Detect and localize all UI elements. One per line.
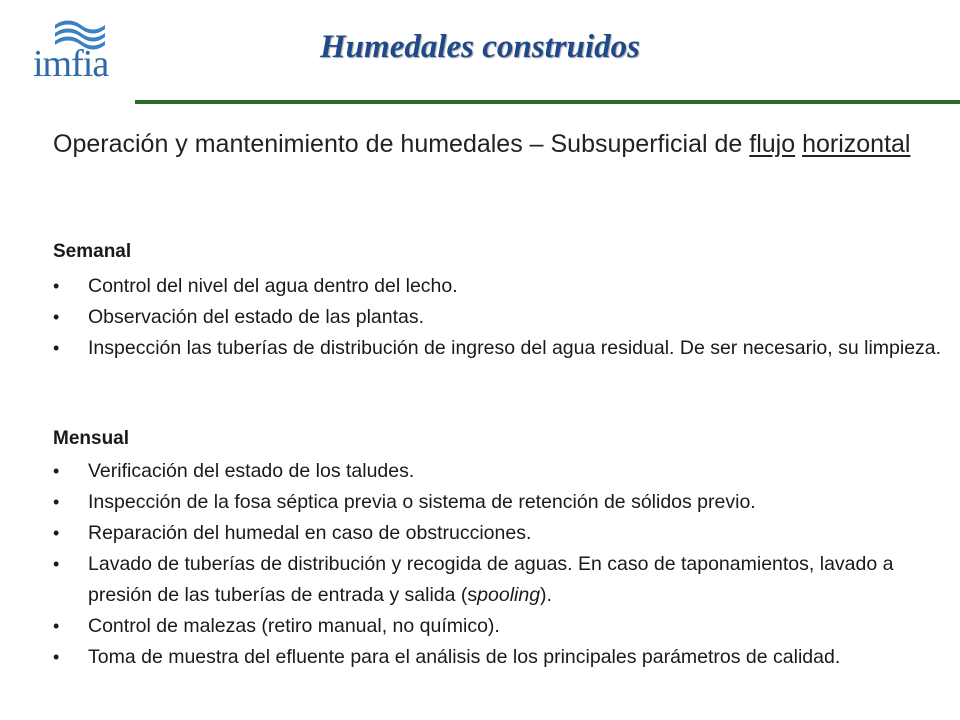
list-item: • Observación del estado de las plantas. [53,302,943,333]
logo-text: imfia [33,43,109,85]
list-item: • Control del nivel del agua dentro del lecho. [53,271,943,302]
list-item: • Lavado de tuberías de distribución y recogida de aguas. En caso de taponamientos, lavado a presión de las tuberías de entrada y salida (spooling). [53,549,943,611]
weekly-list [53,271,943,364]
slide-heading [53,127,933,162]
section-label-weekly: Semanal [53,241,132,262]
list-item: • Inspección de la fosa séptica previa o sistema de retención de sólidos previo. [53,487,943,518]
title-divider [135,100,960,104]
list-item: • Control de malezas (retiro manual, no químico). [53,611,943,642]
heading-underlined-flujo: flujo [749,130,796,158]
list-item: • Toma de muestra del efluente para el análisis de los principales parámetros de calidad. [53,642,943,673]
section-label-monthly: Mensual [53,428,130,449]
list-item: • Verificación del estado de los taludes. [53,456,943,487]
list-item: • Reparación del humedal en caso de obstrucciones. [53,518,943,549]
monthly-list [53,456,943,673]
heading-underlined-horizontal: horizontal [802,130,911,158]
page-title: Humedales construidos [320,29,640,65]
list-item: • Inspección las tuberías de distribución de ingreso del agua residual. De ser necesario, su limpieza. [53,333,943,364]
heading-text: Operación y mantenimiento de humedales – Subsuperficial de [53,130,750,158]
